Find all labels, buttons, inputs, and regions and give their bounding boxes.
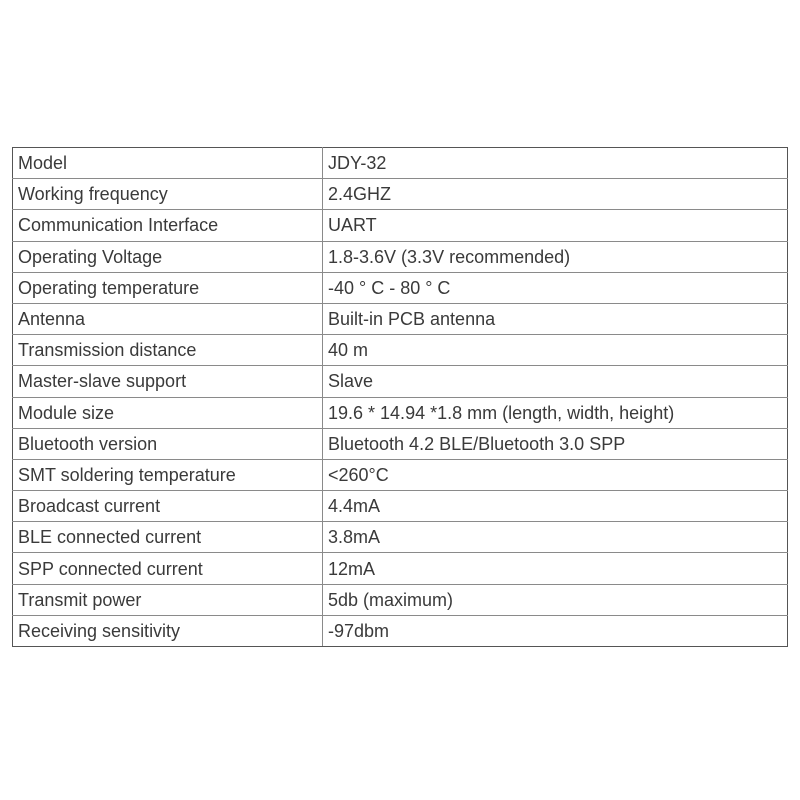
spec-value: UART [323, 210, 788, 241]
spec-row-spp-connected-current [13, 553, 788, 584]
spec-label: Operating Voltage [13, 241, 323, 272]
spec-row-transmission-distance [13, 335, 788, 366]
spec-row-operating-voltage [13, 241, 788, 272]
spec-label: Broadcast current [13, 491, 323, 522]
spec-value: 19.6 * 14.94 *1.8 mm (length, width, height) [323, 397, 788, 428]
spec-value: <260°C [323, 459, 788, 490]
spec-value: Built-in PCB antenna [323, 303, 788, 334]
spec-value: 1.8-3.6V (3.3V recommended) [323, 241, 788, 272]
spec-table-body [13, 148, 788, 647]
spec-value: -40 ° C - 80 ° C [323, 272, 788, 303]
spec-label: Model [13, 148, 323, 179]
spec-label: Bluetooth version [13, 428, 323, 459]
spec-value: Bluetooth 4.2 BLE/Bluetooth 3.0 SPP [323, 428, 788, 459]
spec-label: BLE connected current [13, 522, 323, 553]
spec-label: SMT soldering temperature [13, 459, 323, 490]
spec-label: SPP connected current [13, 553, 323, 584]
spec-label: Module size [13, 397, 323, 428]
spec-value: 3.8mA [323, 522, 788, 553]
spec-row-module-size [13, 397, 788, 428]
spec-row-master-slave-support [13, 366, 788, 397]
spec-table [12, 147, 788, 647]
spec-value: 12mA [323, 553, 788, 584]
spec-row-receiving-sensitivity [13, 615, 788, 646]
spec-row-bluetooth-version [13, 428, 788, 459]
spec-value: Slave [323, 366, 788, 397]
spec-value: 5db (maximum) [323, 584, 788, 615]
spec-value: JDY-32 [323, 148, 788, 179]
spec-label: Antenna [13, 303, 323, 334]
spec-row-operating-temperature [13, 272, 788, 303]
spec-row-antenna [13, 303, 788, 334]
spec-label: Working frequency [13, 179, 323, 210]
spec-row-model [13, 148, 788, 179]
spec-value: 40 m [323, 335, 788, 366]
spec-label: Transmit power [13, 584, 323, 615]
spec-value: 4.4mA [323, 491, 788, 522]
spec-value: 2.4GHZ [323, 179, 788, 210]
spec-row-communication-interface [13, 210, 788, 241]
spec-label: Master-slave support [13, 366, 323, 397]
spec-label: Transmission distance [13, 335, 323, 366]
spec-row-transmit-power [13, 584, 788, 615]
spec-row-ble-connected-current [13, 522, 788, 553]
spec-label: Receiving sensitivity [13, 615, 323, 646]
spec-value: -97dbm [323, 615, 788, 646]
spec-label: Communication Interface [13, 210, 323, 241]
spec-row-smt-soldering-temperature [13, 459, 788, 490]
spec-row-broadcast-current [13, 491, 788, 522]
spec-label: Operating temperature [13, 272, 323, 303]
spec-row-working-frequency [13, 179, 788, 210]
